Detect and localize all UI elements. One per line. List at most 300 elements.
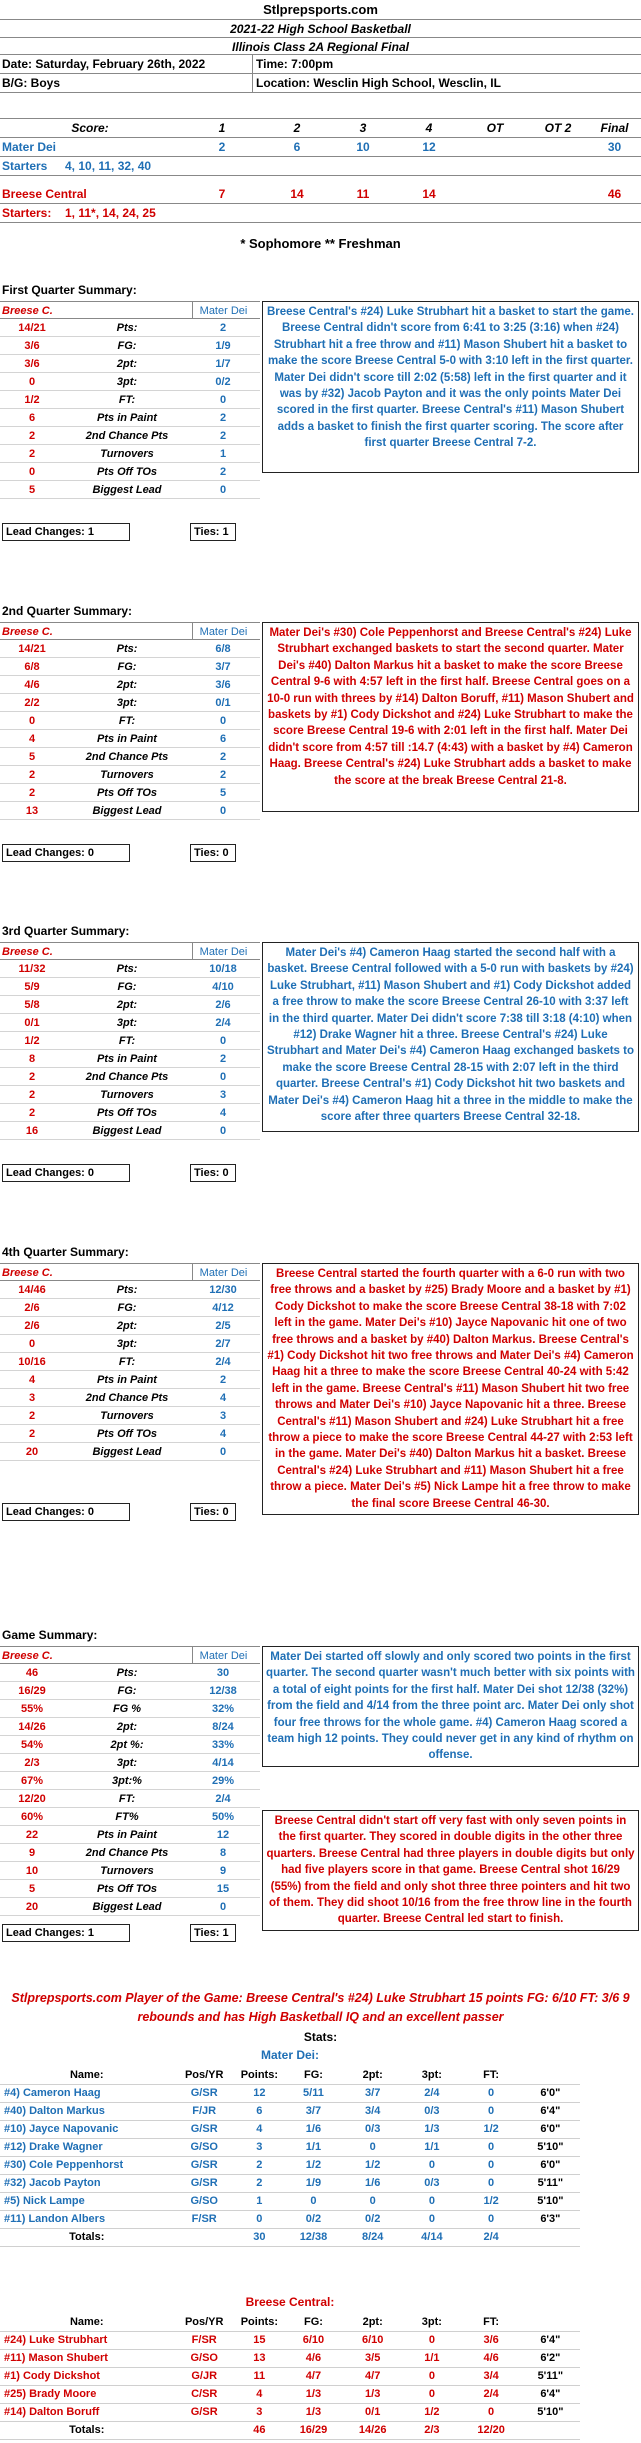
team2-player-row: [0, 2331, 580, 2349]
team2-player-cell: 1/3: [284, 2403, 343, 2421]
right-value: 2: [219, 430, 227, 442]
stat-label: FG:: [117, 1685, 137, 1697]
game-stat-row: [0, 1808, 260, 1826]
quarter-stat-row: [0, 658, 260, 676]
team1-quarter-score: [462, 137, 528, 157]
lead-changes: Lead Changes: 0: [2, 844, 130, 862]
quarter-title: 4th Quarter Summary:: [2, 1245, 129, 1259]
left-value: 54%: [20, 1739, 44, 1751]
team1-player-cell: 0/3: [402, 2102, 461, 2120]
right-value: 3: [219, 1089, 227, 1101]
right-value: 1: [219, 448, 227, 460]
game-stat-row: [0, 1862, 260, 1880]
stat-label: FT:: [118, 1356, 136, 1368]
team1-totals-cell: 30: [235, 2228, 284, 2246]
team2-player-cell: 5'10": [521, 2403, 580, 2421]
left-value: 2: [28, 1410, 36, 1422]
team1-quarter-score: 12: [422, 140, 436, 154]
stat-label: Pts Off TOs: [96, 787, 158, 799]
team1-column-header: [521, 2066, 580, 2084]
right-value: 5: [219, 787, 227, 799]
team1-player-cell: 6'0": [521, 2084, 580, 2102]
team1-player-cell: G/SO: [174, 2192, 235, 2210]
quarter-stat-row: [0, 1299, 260, 1317]
left-value: 4/6: [24, 679, 40, 691]
team1-totals-cell: 2/4: [462, 2228, 521, 2246]
team1-header-row: [0, 2066, 580, 2084]
team2-totals-cell: 16/29: [284, 2421, 343, 2439]
team2-player-cell: #1) Cody Dickshot: [0, 2367, 174, 2385]
left-value: 3/6: [24, 340, 40, 352]
stat-label: FT:: [118, 715, 136, 727]
quarter-stat-row: [0, 1389, 260, 1407]
team1-player-cell: 0: [284, 2192, 343, 2210]
left-value: 0: [28, 715, 36, 727]
team2-quarter-score: 7: [218, 187, 226, 201]
stat-label: Pts:: [116, 643, 138, 655]
right-value: 2: [219, 1053, 227, 1065]
team1-table: [0, 2066, 580, 2247]
team1-player-cell: #5) Nick Lampe: [0, 2192, 174, 2210]
location: Location: Wesclin High School, Wesclin, IL: [256, 76, 501, 90]
team-right-label: Mater Dei: [192, 943, 254, 959]
team2-player-cell: 6/10: [284, 2331, 343, 2349]
right-value: 0: [219, 484, 227, 496]
stat-label: 2nd Chance Pts: [85, 1071, 169, 1083]
quarter-narrative: Breese Central started the fourth quarter with a 6-0 run with two free throws and a basket by #25) Brady Moore and a basket by #1) Cody Dickshot to make the score Breese Central 38-18 with 7:02 left in the game. Mater Dei's #10) Jayce Napovanic hit one of two free throws and a basket by #40) Dalton Markus. Breese Central's #1) Cody Dickshot hit two free throws and Mater Dei's #4) Cameron Haag hit a three to make the score Breese Central 40-24 with 5:42 left in the game. Breese Central's #11) Mason Shubert hit two free throws and Mater Dei's #10) Jayce Napovanic hit a three. Breese Central's #11) Mason Shubert and #24) Luke Strubhart hit a free throw a piece to make the score Breese Central 44-27 with 2:53 left in the game. Mater Dei's #40) Dalton Markus hit a basket. Breese Central's #24) Luke Strubhart and #11) Mason Shubert hit a free throw a piece. Mater Dei's #5) Nick Lampe hit a free throw to make the final score Breese Central 46-30.: [262, 1263, 639, 1515]
stat-label: 2nd Chance Pts: [85, 751, 169, 763]
team2-player-cell: 13: [235, 2349, 284, 2367]
team2-player-cell: 6'4": [521, 2331, 580, 2349]
team2-player-cell: 4: [235, 2385, 284, 2403]
stat-label: FG:: [117, 340, 137, 352]
game-stat-row: [0, 1772, 260, 1790]
stat-label: Pts in Paint: [97, 412, 157, 424]
left-value: 5: [28, 751, 36, 763]
team1-player-cell: 1: [235, 2192, 284, 2210]
lead-changes: Lead Changes: 1: [2, 523, 130, 541]
left-value: 14/21: [18, 643, 46, 655]
left-value: 5: [28, 1883, 36, 1895]
left-value: 22: [25, 1829, 39, 1841]
team2-player-cell: 3: [235, 2403, 284, 2421]
team1-player-cell: #40) Dalton Markus: [0, 2102, 174, 2120]
stat-label: Pts in Paint: [97, 1829, 157, 1841]
team2-player-cell: 6'2": [521, 2349, 580, 2367]
quarter-stat-row: [0, 1281, 260, 1299]
team2-player-cell: 2/4: [462, 2385, 521, 2403]
stat-block: [0, 622, 260, 820]
date-row: [0, 55, 641, 74]
team1-player-cell: 2: [235, 2156, 284, 2174]
team1-player-row: [0, 2120, 580, 2138]
right-value: 50%: [211, 1811, 235, 1823]
stat-label: FT:: [118, 1035, 136, 1047]
team1-player-cell: G/SR: [174, 2174, 235, 2192]
stat-label: Pts Off TOs: [96, 1883, 158, 1895]
quarter-stat-row: [0, 960, 260, 978]
quarter-stat-row: [0, 1317, 260, 1335]
team1-player-cell: 1/3: [402, 2120, 461, 2138]
team2-player-row: [0, 2403, 580, 2421]
team1-player-row: [0, 2210, 580, 2228]
team1-player-cell: 5'11": [521, 2174, 580, 2192]
game-stat-row: [0, 1826, 260, 1844]
team2-column-header: [521, 2313, 580, 2331]
left-value: 6: [28, 412, 36, 424]
stat-label: Pts Off TOs: [96, 1428, 158, 1440]
left-value: 2: [28, 430, 36, 442]
quarter-stat-row: [0, 409, 260, 427]
left-value: 2: [28, 1071, 36, 1083]
team2-player-cell: 4/7: [343, 2367, 402, 2385]
stat-label: Pts:: [116, 1667, 138, 1679]
right-value: 2/7: [215, 1338, 231, 1350]
game-narrative-breese: Breese Central didn't start off very fast with only seven points in the first quarter. They scored in double digits in the other three quarters. Breese Central had three players in double digits but only had five players score in that game. Breese Central shot 16/29 (55%) from the field and only shot three three pointers and hit two of them. They did shoot 10/16 from the free throw line in the fourth quarter. Breese Central led start to finish.: [262, 1810, 639, 1931]
event-title: Illinois Class 2A Regional Final: [0, 37, 641, 55]
team1-player-cell: 1/2: [284, 2156, 343, 2174]
team2-starters: 1, 11*, 14, 24, 25: [65, 206, 156, 220]
team1-player-cell: 1/1: [284, 2138, 343, 2156]
quarter-stat-row: [0, 1353, 260, 1371]
ties: Ties: 1: [190, 523, 236, 541]
team1-quarter-score: 6: [293, 140, 301, 154]
stat-label: Pts:: [116, 963, 138, 975]
team-left-label: Breese C.: [2, 946, 53, 958]
gender: B/G: Boys: [0, 74, 253, 92]
team1-totals-cell: [521, 2228, 580, 2246]
team2-name: Breese Central: [2, 187, 87, 201]
team2-player-cell: C/SR: [174, 2385, 235, 2403]
stat-label-spacer: [62, 1647, 192, 1663]
team1-player-cell: F/JR: [174, 2102, 235, 2120]
team2-player-cell: 0: [402, 2331, 461, 2349]
team1-player-cell: 6'0": [521, 2120, 580, 2138]
stat-label: 2pt:: [116, 1320, 138, 1332]
right-value: 0/2: [215, 376, 231, 388]
team2-column-header: Name:: [0, 2313, 174, 2331]
team2-column-header: FT:: [462, 2313, 521, 2331]
team2-totals-cell: Totals:: [0, 2421, 174, 2439]
team1-totals-row: [0, 2228, 580, 2246]
team1-player-cell: 5'10": [521, 2192, 580, 2210]
game-narrative-mater-dei: Mater Dei started off slowly and only scored two points in the first quarter. The second quarter wasn't much better with six points with a total of eight points for the first half. Mater Dei shot 12/38 (32%) from the field and 4/14 from the three point arc. Mater Dei only shot four free throws for the whole game. #4) Cameron Haag scored a team high 12 points. They could never get in any kind of rhythm on offense.: [262, 1646, 639, 1767]
team1-player-cell: 3/7: [343, 2084, 402, 2102]
quarter-stat-row: [0, 373, 260, 391]
ties: Ties: 0: [190, 844, 236, 862]
stat-label: 2nd Chance Pts: [85, 1847, 169, 1859]
stat-label: Pts in Paint: [97, 1053, 157, 1065]
team2-player-cell: 3/5: [343, 2349, 402, 2367]
team2-player-cell: 0/1: [343, 2403, 402, 2421]
team2-player-cell: 5'11": [521, 2367, 580, 2385]
right-value: 3: [219, 1410, 227, 1422]
team1-player-cell: 1/9: [284, 2174, 343, 2192]
left-value: 46: [25, 1667, 39, 1679]
team1-totals-cell: 4/14: [402, 2228, 461, 2246]
team1-column-header: Points:: [235, 2066, 284, 2084]
quarter-stat-row: [0, 712, 260, 730]
team1-player-row: [0, 2084, 580, 2102]
stat-label: Pts in Paint: [97, 1374, 157, 1386]
team2-totals-cell: [174, 2421, 235, 2439]
team1-player-cell: 3/4: [343, 2102, 402, 2120]
stat-label: 2pt:: [116, 358, 138, 370]
team1-player-cell: #32) Jacob Payton: [0, 2174, 174, 2192]
right-value: 2/4: [215, 1017, 231, 1029]
lead-changes: Lead Changes: 0: [2, 1164, 130, 1182]
team2-quarter-score: [528, 184, 588, 204]
lead-changes: Lead Changes: 0: [2, 1503, 130, 1521]
quarter-stat-row: [0, 1335, 260, 1353]
team1-totals-cell: 8/24: [343, 2228, 402, 2246]
quarter-stat-row: [0, 1050, 260, 1068]
team1-starters: 4, 10, 11, 32, 40: [65, 159, 152, 173]
time: Time: 7:00pm: [256, 57, 334, 71]
team2-quarter-score: 14: [422, 187, 436, 201]
quarter-stat-row: [0, 676, 260, 694]
right-value: 32%: [211, 1703, 235, 1715]
team1-player-cell: 0: [343, 2138, 402, 2156]
game-stat-row: [0, 1880, 260, 1898]
quarter-stat-row: [0, 802, 260, 820]
right-value: 12/38: [209, 1685, 237, 1697]
site-title: Stlprepsports.com: [263, 2, 378, 17]
quarter-stat-row: [0, 481, 260, 499]
team1-player-cell: 1/2: [343, 2156, 402, 2174]
right-value: 2: [219, 322, 227, 334]
stat-label: Pts:: [116, 322, 138, 334]
class-legend: * Sophomore ** Freshman: [240, 236, 401, 251]
right-value: 1/7: [215, 358, 231, 370]
stat-block-header: [0, 1263, 260, 1281]
left-value: 0/1: [24, 1017, 40, 1029]
team2-player-cell: 0: [402, 2367, 461, 2385]
right-value: 2: [219, 769, 227, 781]
stat-label: Biggest Lead: [92, 484, 162, 496]
right-value: 9: [219, 1865, 227, 1877]
team1-player-cell: 6'3": [521, 2210, 580, 2228]
stat-label: 2pt:: [116, 999, 138, 1011]
left-value: 9: [28, 1847, 36, 1859]
stat-label-spacer: [62, 943, 192, 959]
left-value: 20: [25, 1901, 39, 1913]
score-header-cell: 1: [218, 121, 226, 135]
team1-stats-name: Mater Dei:: [260, 2048, 319, 2062]
quarter-stat-row: [0, 1014, 260, 1032]
right-value: 33%: [211, 1739, 235, 1751]
right-value: 0: [219, 805, 227, 817]
team1-player-cell: 6: [235, 2102, 284, 2120]
team-left-label: Breese C.: [2, 626, 53, 638]
team1-player-row: [0, 2102, 580, 2120]
game-stat-row: [0, 1898, 260, 1916]
team2-totals-cell: 14/26: [343, 2421, 402, 2439]
left-value: 10: [25, 1865, 39, 1877]
team1-totals-cell: [174, 2228, 235, 2246]
team2-player-cell: 1/3: [284, 2385, 343, 2403]
stat-label: 2nd Chance Pts: [85, 430, 169, 442]
quarter-stat-row: [0, 355, 260, 373]
right-value: 0: [219, 1125, 227, 1137]
quarter-narrative: Breese Central's #24) Luke Strubhart hit a basket to start the game. Breese Central didn't score from 6:41 to 3:25 (3:16) when #24) Strubhart hit a free throw and #11) Mason Shubert hit a basket to make the score Breese Central 5-0 with 3:10 left in the first quarter. Mater Dei didn't score till 2:02 (5:58) left in the first quarter and it was by #32) Jacob Payton and it was the only points Mater Dei scored in the first quarter. Breese Central's #11) Mason Shubert adds a basket to finish the first quarter scoring. The score after first quarter Breese Central 7-2.: [262, 301, 639, 473]
left-value: 14/26: [18, 1721, 46, 1733]
score-header-cell: 4: [425, 121, 433, 135]
left-value: 55%: [20, 1703, 44, 1715]
stat-label: FT:: [118, 394, 136, 406]
right-value: 2/4: [215, 1356, 231, 1368]
team-right-label: Mater Dei: [192, 1647, 254, 1663]
stat-label: FG %: [112, 1703, 142, 1715]
team1-player-cell: 6'4": [521, 2102, 580, 2120]
team2-starters-row: [0, 204, 641, 223]
team1-player-cell: 0: [343, 2192, 402, 2210]
stat-label: 3pt:%: [112, 1775, 142, 1787]
ties: Ties: 1: [190, 1924, 236, 1942]
team1-player-cell: 0: [462, 2138, 521, 2156]
team1-player-cell: 0: [462, 2084, 521, 2102]
left-value: 4: [28, 1374, 36, 1386]
team1-player-cell: 0/2: [284, 2210, 343, 2228]
quarter-stat-row: [0, 445, 260, 463]
ties: Ties: 0: [190, 1164, 236, 1182]
right-value: 0: [219, 394, 227, 406]
stats-team2-table: [0, 2313, 641, 2440]
team1-player-cell: 5/11: [284, 2084, 343, 2102]
stat-block: [0, 301, 260, 499]
right-value: 4: [219, 1392, 227, 1404]
stat-label: 2pt:: [116, 679, 138, 691]
season-title: 2021-22 High School Basketball: [0, 19, 641, 37]
right-value: 0: [219, 1071, 227, 1083]
team2-player-cell: 4/7: [284, 2367, 343, 2385]
left-value: 8: [28, 1053, 36, 1065]
team1-player-cell: 0: [235, 2210, 284, 2228]
stat-label: Pts Off TOs: [96, 466, 158, 478]
team1-player-cell: 5'10": [521, 2138, 580, 2156]
score-header-cell: OT 2: [544, 121, 572, 135]
left-value: 2: [28, 1428, 36, 1440]
team1-starters-label: Starters: [2, 159, 48, 173]
team2-player-cell: 6/10: [343, 2331, 402, 2349]
team2-totals-row: [0, 2421, 580, 2439]
header: [0, 0, 641, 93]
left-value: 5/9: [24, 981, 40, 993]
team1-column-header: 2pt:: [343, 2066, 402, 2084]
team1-player-cell: 4: [235, 2120, 284, 2138]
stat-label: 2pt %:: [110, 1739, 144, 1751]
left-value: 6/8: [24, 661, 40, 673]
team2-player-row: [0, 2367, 580, 2385]
left-value: 10/16: [18, 1356, 46, 1368]
score-header-cell: 2: [293, 121, 301, 135]
stat-label: Turnovers: [100, 1410, 154, 1422]
team2-score-row: [0, 185, 641, 204]
left-value: 4: [28, 733, 36, 745]
right-value: 12: [216, 1829, 230, 1841]
game-stat-row: [0, 1682, 260, 1700]
right-value: 8/24: [212, 1721, 234, 1733]
right-value: 3/6: [215, 679, 231, 691]
team1-totals-cell: 12/38: [284, 2228, 343, 2246]
team1-player-cell: 1/6: [284, 2120, 343, 2138]
quarter-stat-row: [0, 748, 260, 766]
team2-player-cell: 1/1: [402, 2349, 461, 2367]
right-value: 8: [219, 1847, 227, 1859]
team2-player-cell: #14) Dalton Boruff: [0, 2403, 174, 2421]
team2-player-cell: 0: [462, 2403, 521, 2421]
left-value: 14/46: [18, 1284, 46, 1296]
right-value: 4/10: [212, 981, 234, 993]
quarter-title: 2nd Quarter Summary:: [2, 604, 133, 618]
stat-label: Pts Off TOs: [96, 1107, 158, 1119]
team2-header-row: [0, 2313, 580, 2331]
stat-block: [0, 1646, 260, 1916]
quarter-stat-row: [0, 463, 260, 481]
team-left-label: Breese C.: [2, 305, 53, 317]
team1-player-cell: 1/2: [462, 2120, 521, 2138]
team2-player-cell: #11) Mason Shubert: [0, 2349, 174, 2367]
left-value: 20: [25, 1446, 39, 1458]
team1-player-cell: 0/3: [402, 2174, 461, 2192]
stat-label: FG:: [117, 981, 137, 993]
team2-stats-name: Breese Central:: [245, 2295, 335, 2309]
quarter-stat-row: [0, 640, 260, 658]
team1-column-header: FT:: [462, 2066, 521, 2084]
team1-column-header: FG:: [284, 2066, 343, 2084]
stat-label: Biggest Lead: [92, 1125, 162, 1137]
stat-label: Turnovers: [100, 448, 154, 460]
team1-player-cell: 0: [462, 2156, 521, 2174]
quarter-stat-row: [0, 1425, 260, 1443]
left-value: 60%: [20, 1811, 44, 1823]
stat-block-header: [0, 942, 260, 960]
team2-player-cell: 6'4": [521, 2385, 580, 2403]
team1-player-row: [0, 2138, 580, 2156]
team1-player-cell: 1/2: [462, 2192, 521, 2210]
team2-player-cell: 1/3: [343, 2385, 402, 2403]
left-value: 1/2: [24, 1035, 40, 1047]
team2-totals-cell: 2/3: [402, 2421, 461, 2439]
score-table: [0, 118, 641, 223]
ties: Ties: 0: [190, 1503, 236, 1521]
right-value: 6/8: [215, 643, 231, 655]
left-value: 2: [28, 769, 36, 781]
team1-player-cell: 1/1: [402, 2138, 461, 2156]
quarter-stat-row: [0, 1122, 260, 1140]
left-value: 13: [25, 805, 39, 817]
left-value: 5: [28, 484, 36, 496]
team1-totals-cell: Totals:: [0, 2228, 174, 2246]
team1-column-header: Name:: [0, 2066, 174, 2084]
team-right-label: Mater Dei: [192, 1264, 254, 1280]
team2-totals-cell: [521, 2421, 580, 2439]
team2-player-cell: F/SR: [174, 2331, 235, 2349]
game-stat-row: [0, 1700, 260, 1718]
team1-player-cell: 2: [235, 2174, 284, 2192]
left-value: 2/6: [24, 1302, 40, 1314]
left-value: 16: [25, 1125, 39, 1137]
stat-label: 2nd Chance Pts: [85, 1392, 169, 1404]
quarter-stat-row: [0, 766, 260, 784]
right-value: 2/4: [215, 1793, 231, 1805]
team1-starters-row: [0, 157, 641, 176]
right-value: 0/1: [215, 697, 231, 709]
team1-name: Mater Dei: [2, 140, 57, 154]
right-value: 2/6: [215, 999, 231, 1011]
game-stat-row: [0, 1718, 260, 1736]
stat-label: FG:: [117, 661, 137, 673]
